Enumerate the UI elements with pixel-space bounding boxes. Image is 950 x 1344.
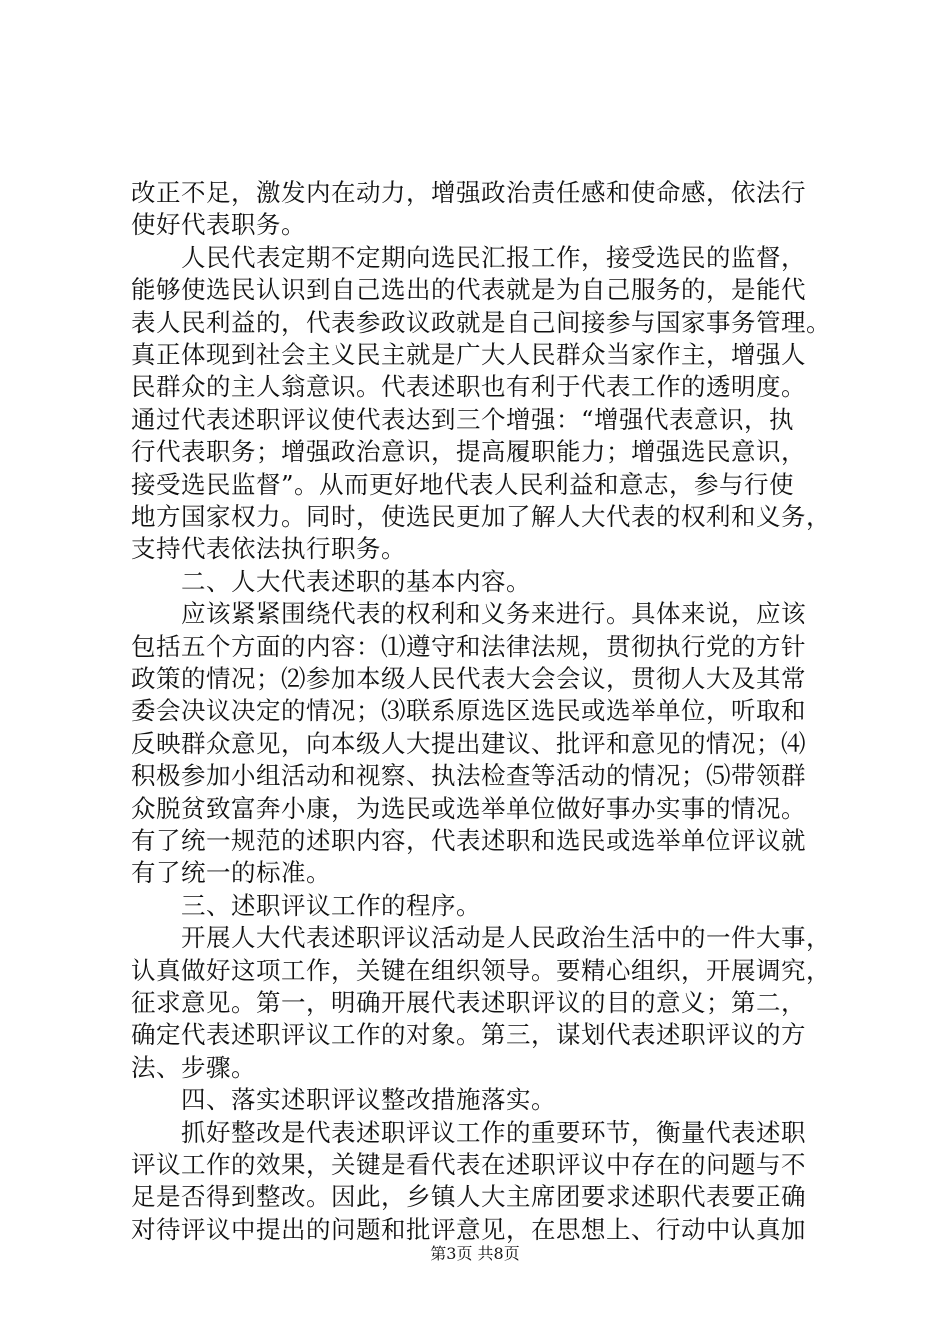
text-line: 地方国家权力。同时，使选民更加了解人大代表的权利和义务，: [131, 502, 831, 531]
text-line: 行代表职务；增强政治意识，提高履职能力；增强选民意识，: [131, 437, 806, 467]
text-line: 政策的情况；⑵参加本级人民代表大会会议，贯彻人大及其常: [131, 664, 806, 693]
text-line: 委会决议决定的情况；⑶联系原选区选民或选举单位，听取和: [131, 696, 806, 726]
text-line: 包括五个方面的内容：⑴遵守和法律法规，贯彻执行党的方针: [131, 631, 806, 661]
text-line: 积极参加小组活动和视察、执法检查等活动的情况；⑸带领群: [131, 761, 806, 791]
page-footer: 第3页 共8页: [430, 1244, 520, 1263]
text-line: 认真做好这项工作，关键在组织领导。要精心组织，开展调究，: [131, 955, 831, 985]
text-line: 应该紧紧围绕代表的权利和义务来进行。具体来说，应该: [131, 599, 806, 629]
text-line: 接受选民监督”。从而更好地代表人民利益和意志，参与行使: [131, 469, 795, 499]
text-line: 足是否得到整改。因此，乡镇人大主席团要求述职代表要正确: [131, 1182, 806, 1212]
text-line: 开展人大代表述职评议活动是人民政治生活中的一件大事，: [131, 923, 831, 953]
text-line: 四、落实述职评议整改措施落实。: [131, 1085, 556, 1115]
text-line: 有了统一规范的述职内容，代表述职和选民或选举单位评议就: [131, 826, 806, 855]
text-line: 对待评议中提出的问题和批评意见，在思想上、行动中认真加: [131, 1214, 806, 1244]
text-line: 真正体现到社会主义民主就是广大人民群众当家作主，增强人: [131, 340, 806, 369]
text-line: 反映群众意见，向本级人大提出建议、批评和意见的情况；⑷: [131, 728, 806, 758]
text-line: 有了统一的标准。: [131, 858, 331, 888]
text-line: 确定代表述职评议工作的对象。第三，谋划代表述职评议的方: [131, 1020, 806, 1050]
text-line: 支持代表依法执行职务。: [131, 534, 406, 564]
text-line: 抓好整改是代表述职评议工作的重要环节，衡量代表述职: [131, 1117, 806, 1147]
text-line: 民群众的主人翁意识。代表述职也有利于代表工作的透明度。: [131, 372, 806, 402]
text-line: 通过代表述职评议使代表达到三个增强：“增强代表意识，执: [131, 404, 795, 434]
text-line: 表人民利益的，代表参政议政就是自己间接参与国家事务管理。: [131, 307, 831, 337]
text-line: 改正不足，激发内在动力，增强政治责任感和使命感，依法行: [131, 178, 806, 207]
text-line: 二、人大代表述职的基本内容。: [131, 566, 531, 596]
text-line: 三、述职评议工作的程序。: [131, 890, 481, 920]
text-line: 评议工作的效果，关键是看代表在述职评议中存在的问题与不: [131, 1150, 806, 1179]
text-line: 征求意见。第一，明确开展代表述职评议的目的意义；第二，: [131, 988, 806, 1017]
text-line: 法、步骤。: [131, 1052, 256, 1082]
text-line: 使好代表职务。: [131, 210, 306, 240]
text-line: 众脱贫致富奔小康，为选民或选举单位做好事办实事的情况。: [131, 793, 806, 823]
text-line: 人民代表定期不定期向选民汇报工作，接受选民的监督，: [131, 242, 806, 272]
text-line: 能够使选民认识到自己选出的代表就是为自己服务的，是能代: [131, 275, 806, 305]
